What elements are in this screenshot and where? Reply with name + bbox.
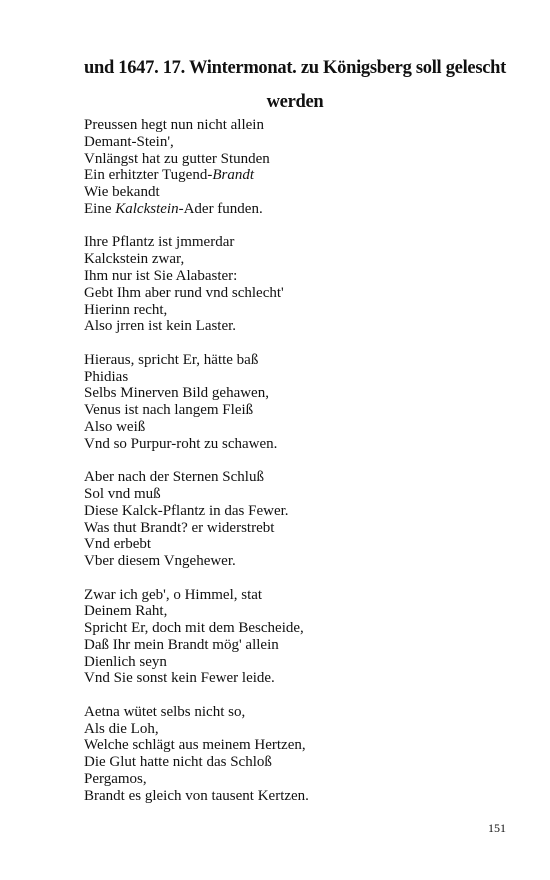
verse-line: Phidias [84,368,129,385]
verse-line: Vnd Sie sonst kein Fewer leide. [84,670,275,687]
verse-line: Sol vnd muß [84,485,161,502]
italic-word: Brandt [212,167,254,184]
verse-line: Als die Loh, [84,720,159,737]
stanza [84,352,524,453]
verse-line: Vber diesem Vngehewer. [84,553,236,570]
verse-line: Spricht Er, doch mit dem Bescheide, [84,620,304,637]
verse-line: Hieraus, spricht Er, hätte baß [84,351,259,368]
verse-line: Selbs Minerven Bild gehawen, [84,385,269,402]
verse-text: Ein erhitzter Tugend- [84,167,213,184]
stanza [84,469,524,570]
verse-line: Pergamos, [84,771,147,788]
verse-line: Kalckstein zwar, [84,251,185,268]
verse-line: Welche schlägt aus meinem Hertzen, [84,737,306,754]
verse-line: Deinem Raht, [84,603,168,620]
verse-line: Zwar ich geb', o Himmel, stat [84,586,263,603]
verse-line: Also weiß [84,418,146,435]
page-number: 151 [488,821,506,835]
verse-line: Wie bekandt [84,184,160,201]
verse-line: Preussen hegt nun nicht allein [84,117,264,133]
verse-line: Vnd so Purpur-roht zu schawen. [84,435,278,452]
verse-line: Ihre Pflantz ist jmmerdar [84,234,235,251]
verse-line [84,201,524,218]
stanza [84,234,524,335]
verse-line: Ihm nur ist Sie Alabaster: [84,267,238,284]
verse-line: Hierinn recht, [84,301,168,318]
verse-line: Dienlich seyn [84,653,167,670]
verse-line: Demant-Stein', [84,133,174,150]
verse-line: Aetna wütet selbs nicht so, [84,703,246,720]
verse-line: Was thut Brandt? er widerstrebt [84,519,275,536]
stanza [84,117,524,218]
verse-line: Vnlängst hat zu gutter Stunden [84,150,270,167]
verse-line: Diese Kalck-Pflantz in das Fewer. [84,502,289,519]
stanza [84,587,524,688]
verse-line: Daß Ihr mein Brandt mög' allein [84,636,279,653]
italic-word: Kalckstein [115,200,179,217]
verse-line: Also jrren ist kein Laster. [84,318,237,335]
heading-line-2: werden [266,92,324,112]
verse-line: Venus ist nach langem Fleiß [84,402,254,419]
verse-line: Aber nach der Sternen Schluß [84,469,264,486]
heading-line-1: und 1647. 17. Wintermonat. zu Königsberg soll gelescht [83,58,506,78]
verse-line [84,167,524,184]
verse-line: Gebt Ihm aber rund vnd schlecht' [84,284,284,301]
verse-line: Die Glut hatte nicht das Schloß [84,754,272,771]
verse-text: -Ader funden. [178,200,263,217]
verse-line: Brandt es gleich von tausent Kertzen. [84,787,309,804]
verse-text: Eine [84,200,116,217]
verse-line: Vnd erbebt [84,536,152,553]
poem-body [84,117,524,821]
stanza [84,704,524,805]
